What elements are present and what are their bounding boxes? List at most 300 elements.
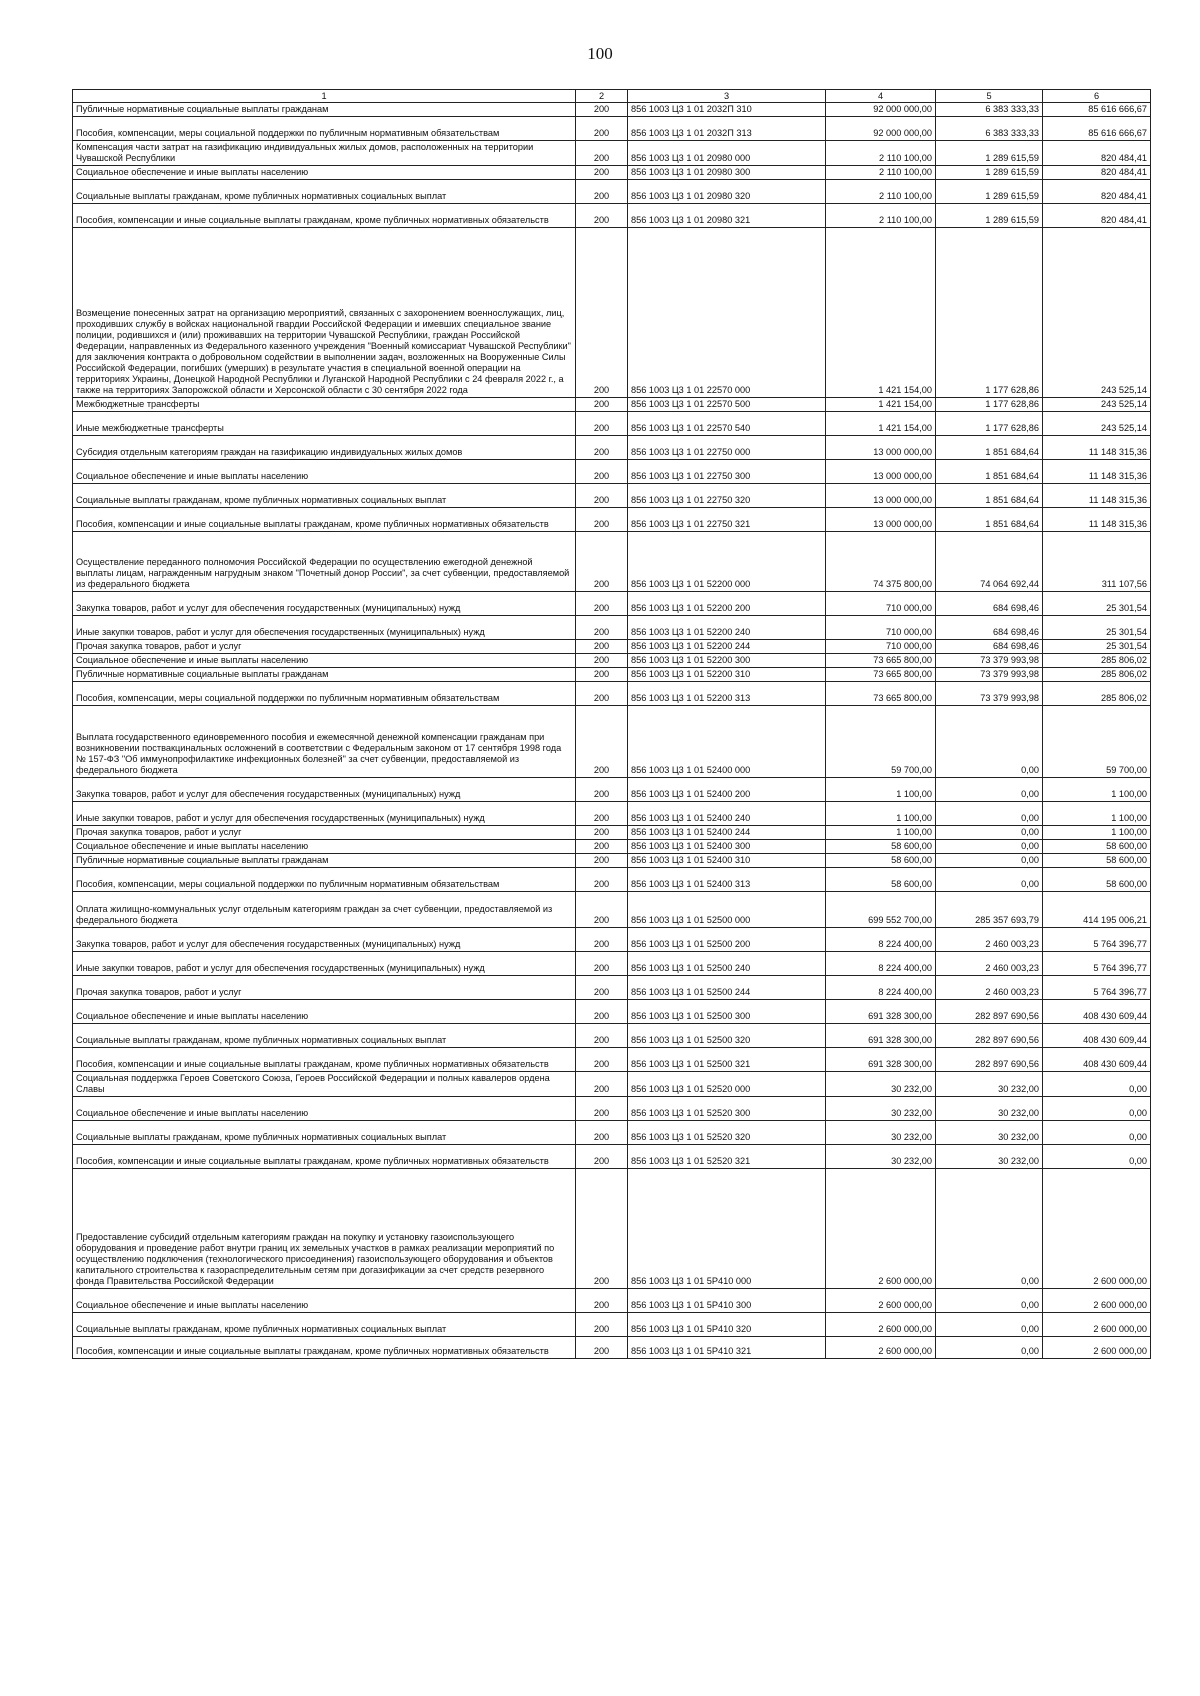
admin-code-cell: 200 [576,868,628,892]
executed-amount-cell: 0,00 [936,854,1043,868]
table-row [73,840,1151,854]
budget-code-cell: 856 1003 Ц3 1 01 52500 000 [628,892,826,928]
admin-code-cell: 200 [576,228,628,398]
table-row [73,1289,1151,1313]
table-row [73,928,1151,952]
executed-amount-cell: 684 698,46 [936,640,1043,654]
remaining-amount-cell: 1 100,00 [1043,802,1151,826]
remaining-amount-cell: 408 430 609,44 [1043,1024,1151,1048]
row-name-cell: Социальные выплаты гражданам, кроме публичных нормативных социальных выплат [73,1313,576,1337]
row-name-cell: Социальные выплаты гражданам, кроме публичных нормативных социальных выплат [73,180,576,204]
row-name-cell: Публичные нормативные социальные выплаты гражданам [73,668,576,682]
executed-amount-cell: 1 289 615,59 [936,204,1043,228]
row-name-cell: Компенсация части затрат на газификацию индивидуальных жилых домов, расположенных на территории Чувашской Республики [73,141,576,166]
budget-code-cell: 856 1003 Ц3 1 01 52400 300 [628,840,826,854]
approved-amount-cell: 1 100,00 [826,778,936,802]
approved-amount-cell: 2 600 000,00 [826,1337,936,1359]
approved-amount-cell: 13 000 000,00 [826,484,936,508]
executed-amount-cell: 1 851 684,64 [936,436,1043,460]
approved-amount-cell: 699 552 700,00 [826,892,936,928]
executed-amount-cell: 30 232,00 [936,1097,1043,1121]
row-name-cell: Возмещение понесенных затрат на организацию мероприятий, связанных с захоронением военнослужащих, лиц, проходивших службу в войсках национальной гвардии Российской Федерации и имевших специальное звание полиции, родившихся и (или) проживавших на территории Чувашской Республики, граждан Российской Федерации, направленных из Федерального казенного учреждения "Военный комиссариат Чувашской Республики" для заключения контракта о добровольном содействии в выполнении задач, возложенных на Вооруженные Силы Российской Федерации, погибших (умерших) в результате участия в специальной военной операции на территориях Украины, Донецкой Народной Республики и Луганской Народной Республики с 24 февраля 2022 г., а также на территориях Запорожской области и Херсонской области с 30 сентября 2022 года [73,228,576,398]
remaining-amount-cell: 25 301,54 [1043,616,1151,640]
executed-amount-cell: 1 289 615,59 [936,180,1043,204]
admin-code-cell: 200 [576,802,628,826]
header-cell: 5 [936,90,1043,103]
remaining-amount-cell: 5 764 396,77 [1043,976,1151,1000]
executed-amount-cell: 0,00 [936,840,1043,854]
remaining-amount-cell: 285 806,02 [1043,682,1151,706]
table-row [73,616,1151,640]
admin-code-cell: 200 [576,436,628,460]
budget-code-cell: 856 1003 Ц3 1 01 20980 320 [628,180,826,204]
table-row [73,868,1151,892]
admin-code-cell: 200 [576,1000,628,1024]
executed-amount-cell: 0,00 [936,706,1043,778]
approved-amount-cell: 13 000 000,00 [826,460,936,484]
admin-code-cell: 200 [576,706,628,778]
executed-amount-cell: 1 289 615,59 [936,141,1043,166]
budget-code-cell: 856 1003 Ц3 1 01 52500 200 [628,928,826,952]
approved-amount-cell: 58 600,00 [826,868,936,892]
remaining-amount-cell: 11 148 315,36 [1043,436,1151,460]
executed-amount-cell: 282 897 690,56 [936,1024,1043,1048]
row-name-cell: Пособия, компенсации и иные социальные выплаты гражданам, кроме публичных нормативных обязательств [73,1145,576,1169]
table-row [73,398,1151,412]
header-cell: 4 [826,90,936,103]
budget-code-cell: 856 1003 Ц3 1 01 52200 310 [628,668,826,682]
row-name-cell: Иные межбюджетные трансферты [73,412,576,436]
approved-amount-cell: 59 700,00 [826,706,936,778]
remaining-amount-cell: 11 148 315,36 [1043,508,1151,532]
row-name-cell: Закупка товаров, работ и услуг для обеспечения государственных (муниципальных) нужд [73,592,576,616]
budget-code-cell: 856 1003 Ц3 1 01 52200 000 [628,532,826,592]
row-name-cell: Социальное обеспечение и иные выплаты населению [73,460,576,484]
remaining-amount-cell: 58 600,00 [1043,868,1151,892]
remaining-amount-cell: 11 148 315,36 [1043,460,1151,484]
approved-amount-cell: 691 328 300,00 [826,1024,936,1048]
row-name-cell: Пособия, компенсации и иные социальные выплаты гражданам, кроме публичных нормативных обязательств [73,1048,576,1072]
remaining-amount-cell: 59 700,00 [1043,706,1151,778]
table-row [73,592,1151,616]
executed-amount-cell: 1 177 628,86 [936,412,1043,436]
budget-code-cell: 856 1003 Ц3 1 01 52200 244 [628,640,826,654]
budget-code-cell: 856 1003 Ц3 1 01 52400 200 [628,778,826,802]
budget-code-cell: 856 1003 Ц3 1 01 20980 300 [628,166,826,180]
admin-code-cell: 200 [576,892,628,928]
admin-code-cell: 200 [576,840,628,854]
row-name-cell: Социальное обеспечение и иные выплаты населению [73,1097,576,1121]
admin-code-cell: 200 [576,854,628,868]
approved-amount-cell: 710 000,00 [826,640,936,654]
approved-amount-cell: 92 000 000,00 [826,117,936,141]
admin-code-cell: 200 [576,532,628,592]
row-name-cell: Социальные выплаты гражданам, кроме публичных нормативных социальных выплат [73,1121,576,1145]
table-row [73,668,1151,682]
budget-code-cell: 856 1003 Ц3 1 01 20980 321 [628,204,826,228]
budget-code-cell: 856 1003 Ц3 1 01 52500 320 [628,1024,826,1048]
admin-code-cell: 200 [576,103,628,117]
budget-code-cell: 856 1003 Ц3 1 01 52520 320 [628,1121,826,1145]
row-name-cell: Социальные выплаты гражданам, кроме публичных нормативных социальных выплат [73,484,576,508]
table-row [73,141,1151,166]
table-row [73,166,1151,180]
table-header-row [73,90,1151,103]
admin-code-cell: 200 [576,616,628,640]
table-row [73,1169,1151,1289]
executed-amount-cell: 2 460 003,23 [936,976,1043,1000]
executed-amount-cell: 74 064 692,44 [936,532,1043,592]
table-row [73,952,1151,976]
budget-code-cell: 856 1003 Ц3 1 01 52520 000 [628,1072,826,1097]
executed-amount-cell: 684 698,46 [936,592,1043,616]
admin-code-cell: 200 [576,508,628,532]
admin-code-cell: 200 [576,117,628,141]
table-row [73,532,1151,592]
approved-amount-cell: 710 000,00 [826,592,936,616]
row-name-cell: Публичные нормативные социальные выплаты гражданам [73,854,576,868]
table-row [73,460,1151,484]
budget-code-cell: 856 1003 Ц3 1 01 52520 321 [628,1145,826,1169]
executed-amount-cell: 73 379 993,98 [936,668,1043,682]
admin-code-cell: 200 [576,1024,628,1048]
remaining-amount-cell: 85 616 666,67 [1043,117,1151,141]
remaining-amount-cell: 820 484,41 [1043,204,1151,228]
approved-amount-cell: 58 600,00 [826,840,936,854]
admin-code-cell: 200 [576,1121,628,1145]
approved-amount-cell: 30 232,00 [826,1145,936,1169]
remaining-amount-cell: 0,00 [1043,1145,1151,1169]
approved-amount-cell: 691 328 300,00 [826,1048,936,1072]
row-name-cell: Закупка товаров, работ и услуг для обеспечения государственных (муниципальных) нужд [73,778,576,802]
executed-amount-cell: 0,00 [936,826,1043,840]
executed-amount-cell: 285 357 693,79 [936,892,1043,928]
executed-amount-cell: 282 897 690,56 [936,1000,1043,1024]
table-row [73,706,1151,778]
approved-amount-cell: 2 110 100,00 [826,141,936,166]
approved-amount-cell: 710 000,00 [826,616,936,640]
approved-amount-cell: 58 600,00 [826,854,936,868]
executed-amount-cell: 0,00 [936,1289,1043,1313]
table-row [73,826,1151,840]
budget-code-cell: 856 1003 Ц3 1 01 22750 300 [628,460,826,484]
table-row [73,228,1151,398]
remaining-amount-cell: 2 600 000,00 [1043,1337,1151,1359]
approved-amount-cell: 74 375 800,00 [826,532,936,592]
executed-amount-cell: 1 851 684,64 [936,508,1043,532]
budget-code-cell: 856 1003 Ц3 1 01 52400 313 [628,868,826,892]
budget-code-cell: 856 1003 Ц3 1 01 52400 310 [628,854,826,868]
budget-code-cell: 856 1003 Ц3 1 01 52400 240 [628,802,826,826]
remaining-amount-cell: 2 600 000,00 [1043,1169,1151,1289]
header-cell: 3 [628,90,826,103]
approved-amount-cell: 13 000 000,00 [826,436,936,460]
admin-code-cell: 200 [576,826,628,840]
table-row [73,508,1151,532]
admin-code-cell: 200 [576,654,628,668]
row-name-cell: Социальная поддержка Героев Советского Союза, Героев Российской Федерации и полных кавалеров ордена Славы [73,1072,576,1097]
admin-code-cell: 200 [576,1145,628,1169]
table-row [73,1048,1151,1072]
remaining-amount-cell: 820 484,41 [1043,141,1151,166]
table-row [73,976,1151,1000]
remaining-amount-cell: 285 806,02 [1043,654,1151,668]
table-row [73,412,1151,436]
row-name-cell: Межбюджетные трансферты [73,398,576,412]
remaining-amount-cell: 1 100,00 [1043,826,1151,840]
admin-code-cell: 200 [576,484,628,508]
admin-code-cell: 200 [576,1169,628,1289]
table-row [73,654,1151,668]
table-row [73,1313,1151,1337]
approved-amount-cell: 8 224 400,00 [826,976,936,1000]
admin-code-cell: 200 [576,668,628,682]
budget-code-cell: 856 1003 Ц3 1 01 52400 000 [628,706,826,778]
budget-code-cell: 856 1003 Ц3 1 01 52200 200 [628,592,826,616]
admin-code-cell: 200 [576,640,628,654]
row-name-cell: Социальное обеспечение и иные выплаты населению [73,166,576,180]
remaining-amount-cell: 408 430 609,44 [1043,1000,1151,1024]
row-name-cell: Пособия, компенсации и иные социальные выплаты гражданам, кроме публичных нормативных обязательств [73,1337,576,1359]
executed-amount-cell: 30 232,00 [936,1145,1043,1169]
table-row [73,484,1151,508]
table-row [73,1000,1151,1024]
budget-code-cell: 856 1003 Ц3 1 01 2032П 310 [628,103,826,117]
executed-amount-cell: 0,00 [936,778,1043,802]
approved-amount-cell: 1 421 154,00 [826,228,936,398]
budget-code-cell: 856 1003 Ц3 1 01 52200 240 [628,616,826,640]
approved-amount-cell: 691 328 300,00 [826,1000,936,1024]
admin-code-cell: 200 [576,1048,628,1072]
remaining-amount-cell: 243 525,14 [1043,398,1151,412]
executed-amount-cell: 0,00 [936,868,1043,892]
row-name-cell: Прочая закупка товаров, работ и услуг [73,976,576,1000]
executed-amount-cell: 1 177 628,86 [936,228,1043,398]
row-name-cell: Пособия, компенсации, меры социальной поддержки по публичным нормативным обязательствам [73,682,576,706]
row-name-cell: Социальное обеспечение и иные выплаты населению [73,840,576,854]
budget-code-cell: 856 1003 Ц3 1 01 2032П 313 [628,117,826,141]
approved-amount-cell: 1 100,00 [826,826,936,840]
table-row [73,802,1151,826]
admin-code-cell: 200 [576,1337,628,1359]
executed-amount-cell: 2 460 003,23 [936,928,1043,952]
executed-amount-cell: 0,00 [936,1169,1043,1289]
approved-amount-cell: 2 110 100,00 [826,166,936,180]
executed-amount-cell: 282 897 690,56 [936,1048,1043,1072]
remaining-amount-cell: 2 600 000,00 [1043,1313,1151,1337]
budget-code-cell: 856 1003 Ц3 1 01 52500 300 [628,1000,826,1024]
row-name-cell: Пособия, компенсации, меры социальной поддержки по публичным нормативным обязательствам [73,117,576,141]
table-row [73,1097,1151,1121]
admin-code-cell: 200 [576,778,628,802]
admin-code-cell: 200 [576,460,628,484]
budget-code-cell: 856 1003 Ц3 1 01 52500 321 [628,1048,826,1072]
remaining-amount-cell: 0,00 [1043,1097,1151,1121]
remaining-amount-cell: 58 600,00 [1043,854,1151,868]
row-name-cell: Иные закупки товаров, работ и услуг для обеспечения государственных (муниципальных) нужд [73,952,576,976]
remaining-amount-cell: 820 484,41 [1043,166,1151,180]
admin-code-cell: 200 [576,682,628,706]
table-row [73,117,1151,141]
remaining-amount-cell: 1 100,00 [1043,778,1151,802]
row-name-cell: Иные закупки товаров, работ и услуг для обеспечения государственных (муниципальных) нужд [73,616,576,640]
approved-amount-cell: 1 421 154,00 [826,398,936,412]
budget-code-cell: 856 1003 Ц3 1 01 52520 300 [628,1097,826,1121]
row-name-cell: Оплата жилищно-коммунальных услуг отдельным категориям граждан за счет субвенции, предоставляемой из федерального бюджета [73,892,576,928]
admin-code-cell: 200 [576,1313,628,1337]
admin-code-cell: 200 [576,398,628,412]
row-name-cell: Пособия, компенсации и иные социальные выплаты гражданам, кроме публичных нормативных обязательств [73,204,576,228]
executed-amount-cell: 1 177 628,86 [936,398,1043,412]
remaining-amount-cell: 0,00 [1043,1072,1151,1097]
budget-code-cell: 856 1003 Ц3 1 01 5Р410 000 [628,1169,826,1289]
row-name-cell: Публичные нормативные социальные выплаты гражданам [73,103,576,117]
header-cell: 6 [1043,90,1151,103]
executed-amount-cell: 73 379 993,98 [936,654,1043,668]
admin-code-cell: 200 [576,1072,628,1097]
remaining-amount-cell: 25 301,54 [1043,592,1151,616]
remaining-amount-cell: 243 525,14 [1043,412,1151,436]
budget-code-cell: 856 1003 Ц3 1 01 52400 244 [628,826,826,840]
page-number: 100 [587,44,613,63]
remaining-amount-cell: 243 525,14 [1043,228,1151,398]
remaining-amount-cell: 820 484,41 [1043,180,1151,204]
table-row [73,682,1151,706]
approved-amount-cell: 73 665 800,00 [826,668,936,682]
budget-code-cell: 856 1003 Ц3 1 01 5Р410 320 [628,1313,826,1337]
remaining-amount-cell: 285 806,02 [1043,668,1151,682]
approved-amount-cell: 2 110 100,00 [826,204,936,228]
remaining-amount-cell: 2 600 000,00 [1043,1289,1151,1313]
budget-code-cell: 856 1003 Ц3 1 01 52200 313 [628,682,826,706]
executed-amount-cell: 0,00 [936,1337,1043,1359]
table-row [73,1337,1151,1359]
remaining-amount-cell: 311 107,56 [1043,532,1151,592]
table-row [73,854,1151,868]
approved-amount-cell: 92 000 000,00 [826,103,936,117]
executed-amount-cell: 2 460 003,23 [936,952,1043,976]
row-name-cell: Пособия, компенсации и иные социальные выплаты гражданам, кроме публичных нормативных обязательств [73,508,576,532]
row-name-cell: Предоставление субсидий отдельным категориям граждан на покупку и установку газоиспользующего оборудования и проведение работ внутри границ их земельных участков в рамках реализации мероприятий по осуществлению подключения (технологического присоединения) газоиспользующего оборудования и объектов капитального строительства к газораспределительным сетям при догазификации за счет средств резервного фонда Правительства Российской Федерации [73,1169,576,1289]
row-name-cell: Пособия, компенсации, меры социальной поддержки по публичным нормативным обязательствам [73,868,576,892]
executed-amount-cell: 1 851 684,64 [936,484,1043,508]
admin-code-cell: 200 [576,412,628,436]
admin-code-cell: 200 [576,1097,628,1121]
remaining-amount-cell: 414 195 006,21 [1043,892,1151,928]
approved-amount-cell: 30 232,00 [826,1072,936,1097]
executed-amount-cell: 684 698,46 [936,616,1043,640]
approved-amount-cell: 1 421 154,00 [826,412,936,436]
executed-amount-cell: 30 232,00 [936,1121,1043,1145]
approved-amount-cell: 1 100,00 [826,802,936,826]
table-row [73,778,1151,802]
remaining-amount-cell: 25 301,54 [1043,640,1151,654]
budget-code-cell: 856 1003 Ц3 1 01 22570 000 [628,228,826,398]
budget-code-cell: 856 1003 Ц3 1 01 22750 000 [628,436,826,460]
executed-amount-cell: 0,00 [936,1313,1043,1337]
executed-amount-cell: 1 851 684,64 [936,460,1043,484]
remaining-amount-cell: 408 430 609,44 [1043,1048,1151,1072]
approved-amount-cell: 30 232,00 [826,1097,936,1121]
budget-code-cell: 856 1003 Ц3 1 01 22750 320 [628,484,826,508]
table-row [73,892,1151,928]
remaining-amount-cell: 58 600,00 [1043,840,1151,854]
table-row [73,1024,1151,1048]
executed-amount-cell: 6 383 333,33 [936,117,1043,141]
admin-code-cell: 200 [576,976,628,1000]
row-name-cell: Иные закупки товаров, работ и услуг для обеспечения государственных (муниципальных) нужд [73,802,576,826]
budget-code-cell: 856 1003 Ц3 1 01 22570 500 [628,398,826,412]
admin-code-cell: 200 [576,141,628,166]
approved-amount-cell: 30 232,00 [826,1121,936,1145]
table-row [73,640,1151,654]
admin-code-cell: 200 [576,204,628,228]
admin-code-cell: 200 [576,928,628,952]
header-cell: 2 [576,90,628,103]
approved-amount-cell: 2 600 000,00 [826,1289,936,1313]
row-name-cell: Социальное обеспечение и иные выплаты населению [73,1289,576,1313]
row-name-cell: Закупка товаров, работ и услуг для обеспечения государственных (муниципальных) нужд [73,928,576,952]
executed-amount-cell: 1 289 615,59 [936,166,1043,180]
header-cell: 1 [73,90,576,103]
executed-amount-cell: 30 232,00 [936,1072,1043,1097]
row-name-cell: Социальные выплаты гражданам, кроме публичных нормативных социальных выплат [73,1024,576,1048]
row-name-cell: Прочая закупка товаров, работ и услуг [73,826,576,840]
admin-code-cell: 200 [576,1289,628,1313]
approved-amount-cell: 2 110 100,00 [826,180,936,204]
budget-code-cell: 856 1003 Ц3 1 01 5Р410 321 [628,1337,826,1359]
executed-amount-cell: 0,00 [936,802,1043,826]
row-name-cell: Субсидия отдельным категориям граждан на газификацию индивидуальных жилых домов [73,436,576,460]
budget-code-cell: 856 1003 Ц3 1 01 52500 240 [628,952,826,976]
approved-amount-cell: 8 224 400,00 [826,952,936,976]
table-row [73,1072,1151,1097]
table-row [73,1145,1151,1169]
admin-code-cell: 200 [576,952,628,976]
table-row [73,103,1151,117]
remaining-amount-cell: 5 764 396,77 [1043,928,1151,952]
row-name-cell: Осуществление переданного полномочия Российской Федерации по осуществлению ежегодной денежной выплаты лицам, награжденным нагрудным знаком "Почетный донор России", за счет субвенции, предоставляемой из федерального бюджета [73,532,576,592]
row-name-cell: Социальное обеспечение и иные выплаты населению [73,654,576,668]
budget-code-cell: 856 1003 Ц3 1 01 22750 321 [628,508,826,532]
budget-code-cell: 856 1003 Ц3 1 01 5Р410 300 [628,1289,826,1313]
budget-table [72,89,1151,1359]
remaining-amount-cell: 85 616 666,67 [1043,103,1151,117]
budget-code-cell: 856 1003 Ц3 1 01 52200 300 [628,654,826,668]
admin-code-cell: 200 [576,180,628,204]
executed-amount-cell: 73 379 993,98 [936,682,1043,706]
row-name-cell: Социальное обеспечение и иные выплаты населению [73,1000,576,1024]
table-row [73,1121,1151,1145]
table-row [73,180,1151,204]
remaining-amount-cell: 0,00 [1043,1121,1151,1145]
approved-amount-cell: 2 600 000,00 [826,1169,936,1289]
approved-amount-cell: 73 665 800,00 [826,682,936,706]
row-name-cell: Выплата государственного единовременного пособия и ежемесячной денежной компенсации гражданам при возникновении поствакцинальных осложнений в соответствии с Федеральным законом от 17 сентября 1998 года № 157-ФЗ "Об иммунопрофилактике инфекционных болезней" за счет субвенции, предоставляемой из федерального бюджета [73,706,576,778]
row-name-cell: Прочая закупка товаров, работ и услуг [73,640,576,654]
approved-amount-cell: 2 600 000,00 [826,1313,936,1337]
admin-code-cell: 200 [576,166,628,180]
admin-code-cell: 200 [576,592,628,616]
executed-amount-cell: 6 383 333,33 [936,103,1043,117]
approved-amount-cell: 73 665 800,00 [826,654,936,668]
approved-amount-cell: 8 224 400,00 [826,928,936,952]
budget-code-cell: 856 1003 Ц3 1 01 52500 244 [628,976,826,1000]
remaining-amount-cell: 5 764 396,77 [1043,952,1151,976]
table-body [73,103,1151,1359]
budget-code-cell: 856 1003 Ц3 1 01 20980 000 [628,141,826,166]
table-row [73,204,1151,228]
